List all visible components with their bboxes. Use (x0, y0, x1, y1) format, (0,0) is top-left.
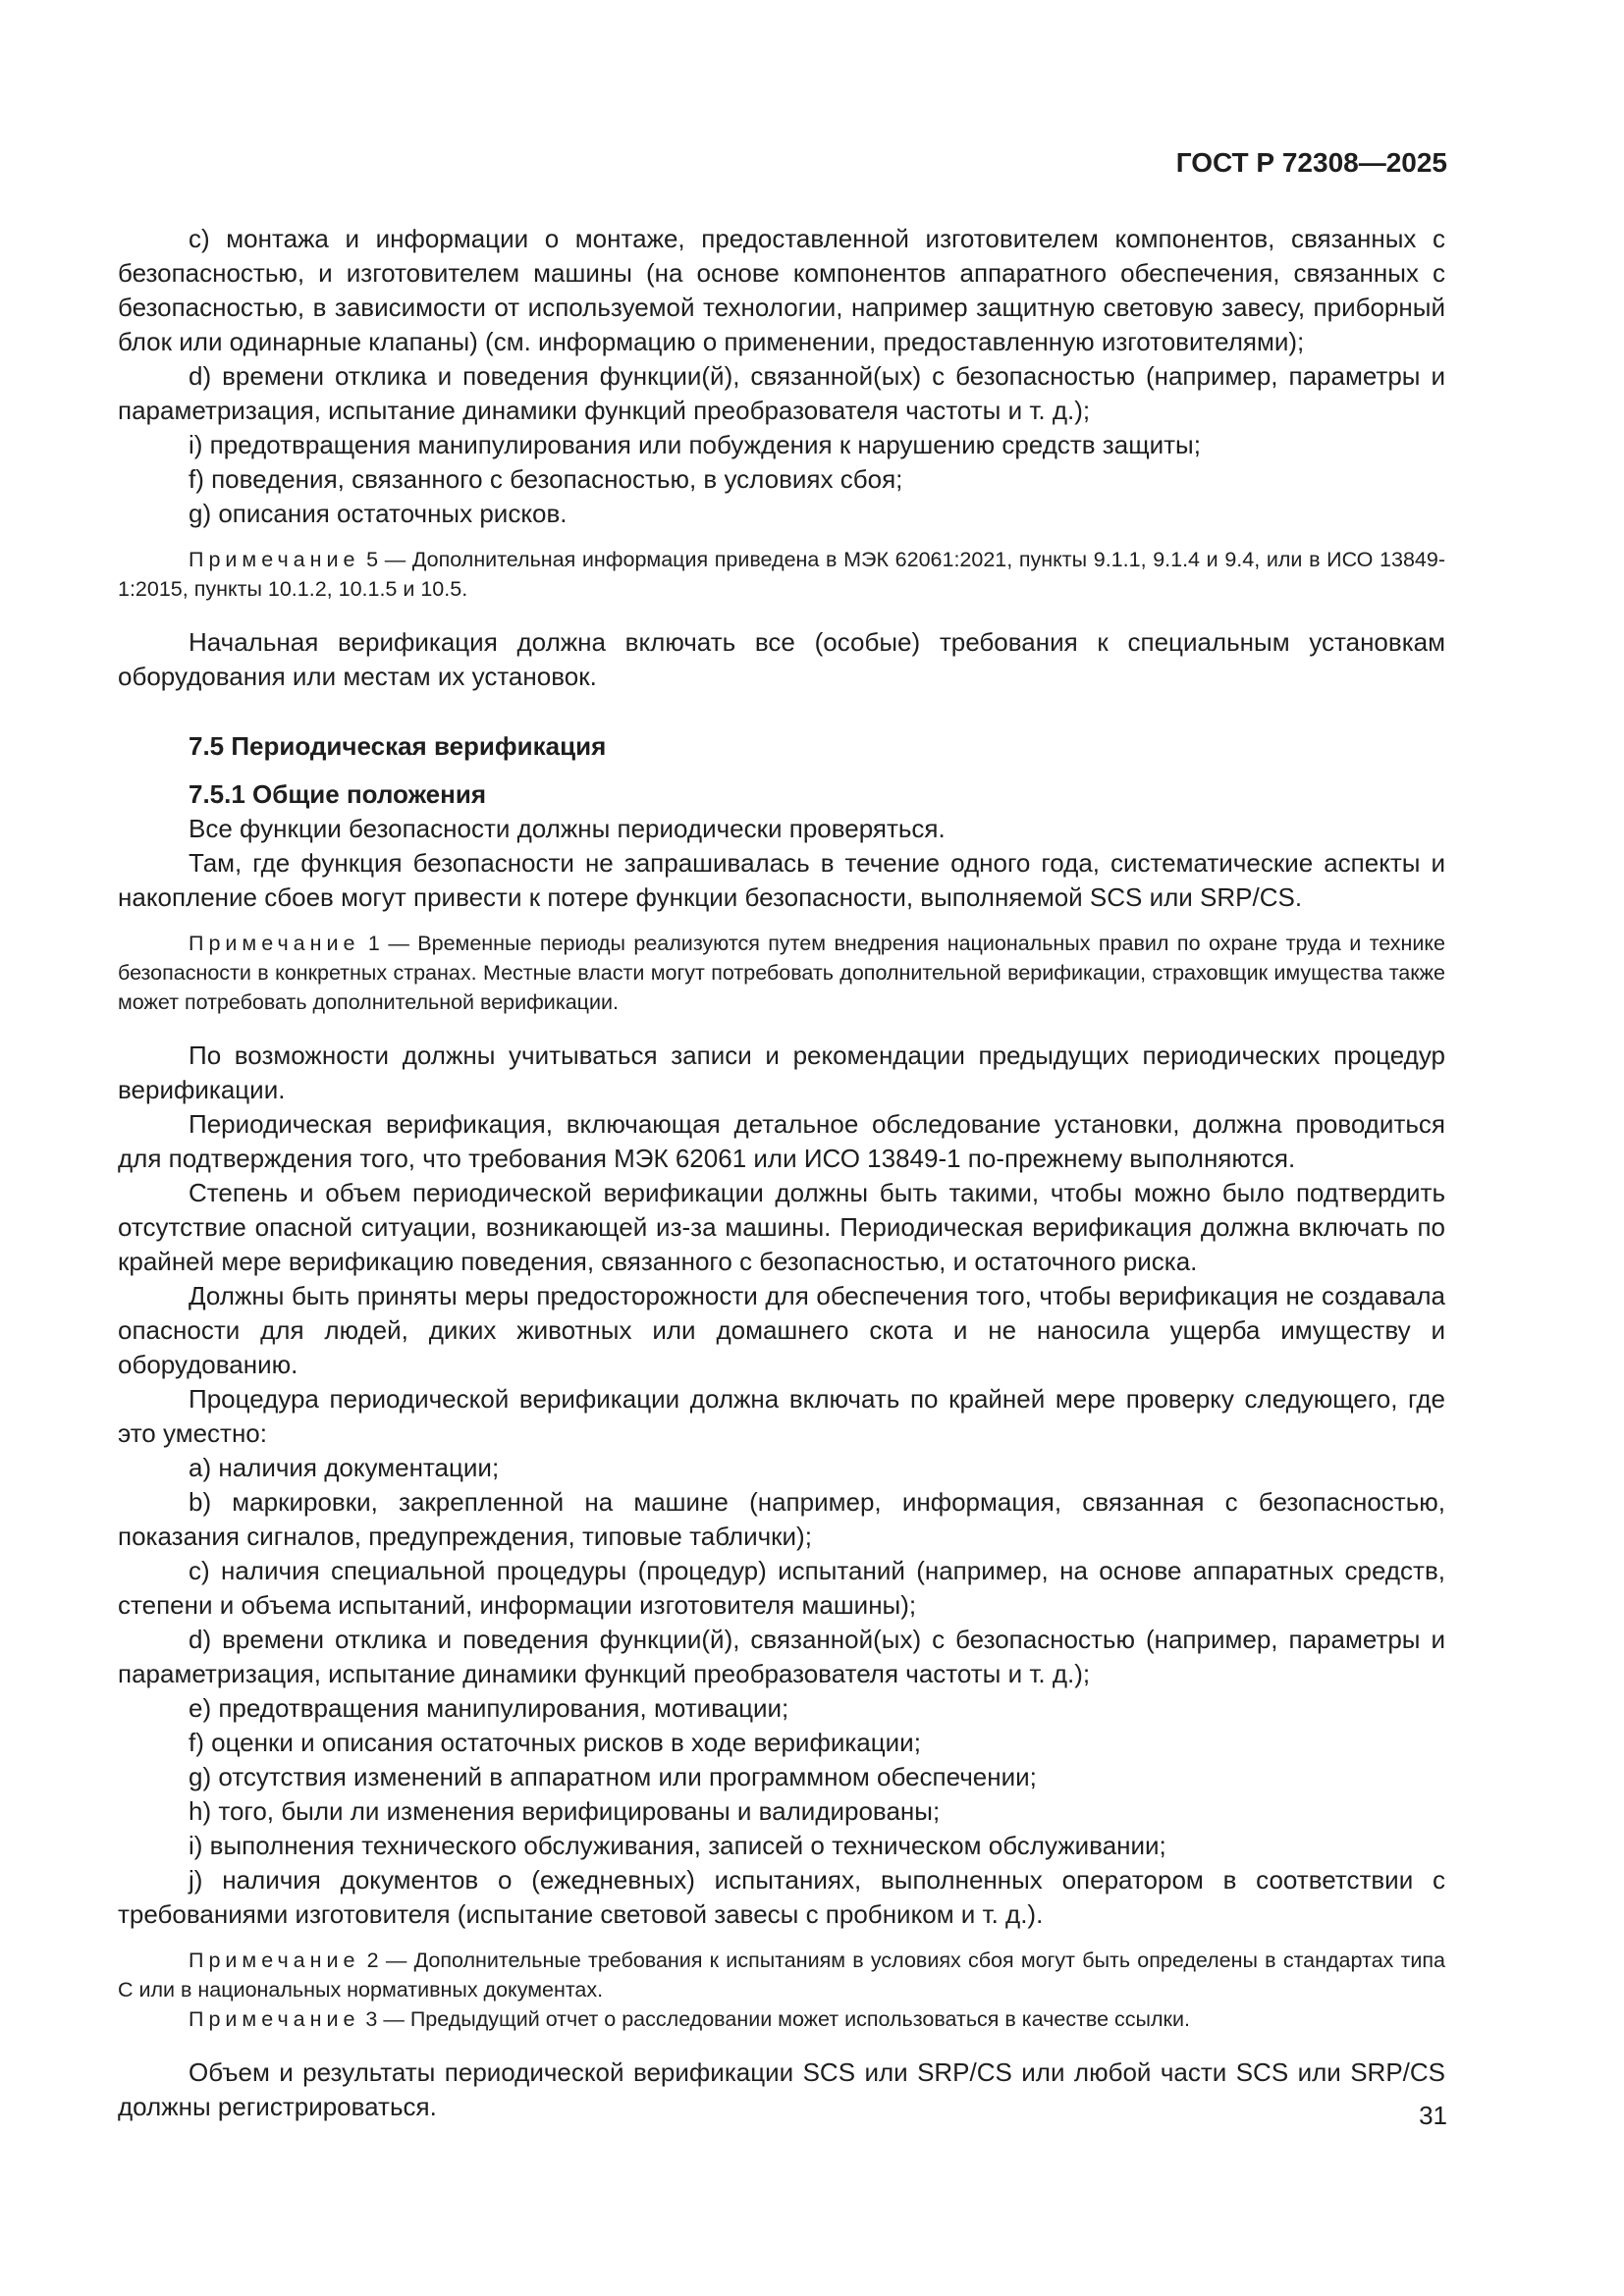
paragraph: Начальная верификация должна включать все (особые) требования к специальным установкам оборудования или местам их установок. (118, 627, 1445, 691)
note-label: Примечание (189, 1949, 360, 1972)
list-item: e) предотвращения манипулирования, мотивации; (189, 1693, 789, 1723)
paragraph: Периодическая верификация, включающая детальное обследование установки, должна проводиться для подтверждения того, что требования МЭК 62061 или ИСО 13849-1 по-прежнему выполняются. (118, 1109, 1445, 1173)
paragraph: Степень и объем периодической верификации должны быть такими, чтобы можно было подтвердить отсутствие опасной ситуации, возникающей из-за машины. Периодическая верификация должна включать по крайней мере верификацию поведения, связанного с безопасностью, и остаточного риска. (118, 1178, 1445, 1276)
list-item: g) описания остаточных рисков. (189, 499, 568, 528)
document-id: ГОСТ Р 72308—2025 (1175, 147, 1447, 178)
paragraph: Объем и результаты периодической верификации SCS или SRP/CS или любой части SCS или SRP/CS должны регистрироваться. (118, 2057, 1445, 2121)
paragraph: Должны быть приняты меры предосторожности для обеспечения того, чтобы верификация не создавала опасности для людей, диких животных или домашнего скота и не наносила ущерба имуществу и оборудованию. (118, 1281, 1445, 1379)
list-item: d) времени отклика и поведения функции(й), связанной(ых) с безопасностью (например, параметры и параметризация, испытание динамики функций преобразователя частоты и т. д.); (118, 361, 1445, 425)
paragraph: Все функции безопасности должны периодически проверяться. (189, 814, 946, 843)
paragraph: По возможности должны учитываться записи и рекомендации предыдущих периодических процедур верификации. (118, 1041, 1445, 1104)
section-heading: 7.5 Периодическая верификация (189, 731, 607, 761)
note-2 (118, 1946, 1445, 2004)
note-text: 1 — Временные периоды реализуются путем внедрения национальных правил по охране труда и технике безопасности в конкретных странах. Местные власти могут потребовать дополнительной верификации, страховщик имущества также может потребовать дополнительной верификации. (118, 932, 1445, 1014)
list-item: j) наличия документов о (ежедневных) испытаниях, выполненных оператором в соответствии с требованиями изготовителя (испытание световой завесы с пробником и т. д.). (118, 1865, 1445, 1929)
list-item: i) предотвращения манипулирования или побуждения к нарушению средств защиты; (189, 430, 1201, 459)
list-item: f) оценки и описания остаточных рисков в ходе верификации; (189, 1728, 921, 1757)
note-3 (118, 2004, 1445, 2034)
list-item: g) отсутствия изменений в аппаратном или программном обеспечении; (189, 1762, 1037, 1791)
note-label: Примечание (189, 548, 360, 571)
note-1 (118, 929, 1445, 1017)
paragraph: Там, где функция безопасности не запрашивалась в течение одного года, систематические аспекты и накопление сбоев могут привести к потере функции безопасности, выполняемой SCS или SRP/CS. (118, 848, 1445, 912)
list-item: i) выполнения технического обслуживания, записей о техническом обслуживании; (189, 1831, 1166, 1860)
list-item: b) маркировки, закрепленной на машине (например, информация, связанная с безопасностью, показания сигналов, предупреждения, типовые таблички); (118, 1487, 1445, 1551)
note-text: 5 — Дополнительная информация приведена в МЭК 62061:2021, пункты 9.1.1, 9.1.4 и 9.4, или в ИСО 13849-1:2015, пункты 10.1.2, 10.1.5 и 10.5. (118, 548, 1445, 601)
paragraph: Процедура периодической верификации должна включать по крайней мере проверку следующего, где это уместно: (118, 1384, 1445, 1448)
subsection-heading: 7.5.1 Общие положения (189, 779, 486, 809)
list-item: d) времени отклика и поведения функции(й), связанной(ых) с безопасностью (например, параметры и параметризация, испытание динамики функций преобразователя частоты и т. д.); (118, 1625, 1445, 1688)
list-item: c) наличия специальной процедуры (процедур) испытаний (например, на основе аппаратных средств, степени и объема испытаний, информации изготовителя машины); (118, 1556, 1445, 1620)
note-label: Примечание (189, 2007, 360, 2031)
list-item: f) поведения, связанного с безопасностью, в условиях сбоя; (189, 464, 903, 494)
note-label: Примечание (189, 932, 360, 955)
note-text: 3 — Предыдущий отчет о расследовании может использоваться в качестве ссылки. (359, 2007, 1190, 2031)
page-body (118, 222, 1445, 2124)
note-text: 2 — Дополнительные требования к испытаниям в условиях сбоя могут быть определены в стандартах типа С или в национальных нормативных документах. (118, 1949, 1445, 2002)
list-item: h) того, были ли изменения верифицированы и валидированы; (189, 1796, 941, 1826)
list-item: a) наличия документации; (189, 1453, 500, 1482)
note-5 (118, 545, 1445, 604)
page-number: 31 (1419, 2101, 1447, 2130)
list-item: c) монтажа и информации о монтаже, предоставленной изготовителем компонентов, связанных с безопасностью, и изготовителем машины (на основе компонентов аппаратного обеспечения, связанных с безопасностью, в зависимости от используемой технологии, например защитную световую завесу, приборный блок или одинарные клапаны) (см. информацию о применении, предоставленную изготовителями); (118, 224, 1445, 356)
